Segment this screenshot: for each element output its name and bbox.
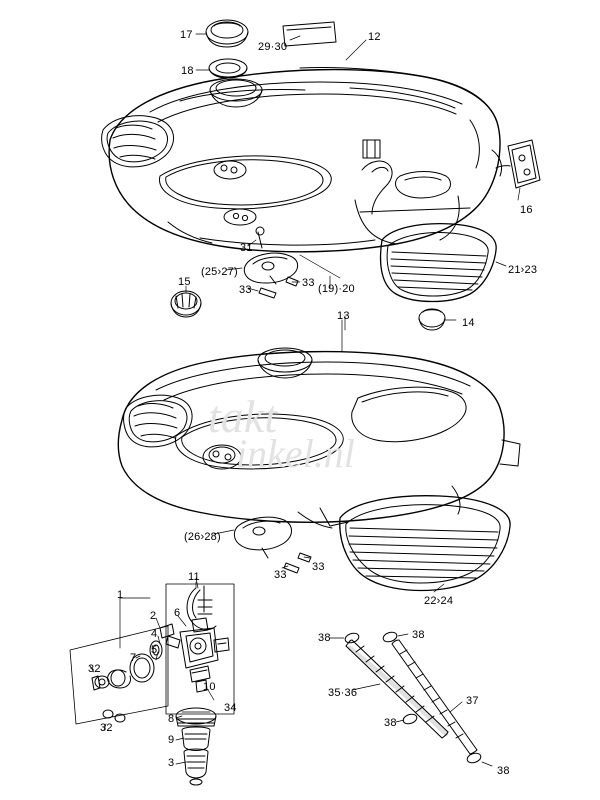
tap-plate-26-28: [234, 517, 291, 558]
callout-11: 11: [188, 571, 200, 583]
fuel-cap-17: [206, 20, 248, 47]
screws-33-lower: [284, 553, 311, 573]
callout-25-27: (25›27): [201, 266, 238, 278]
callout-32-b: 32: [100, 722, 113, 734]
callout-13: 13: [337, 310, 350, 322]
callout-19-20: (19)·20: [318, 283, 355, 295]
callout-38-d: 38: [497, 765, 510, 777]
callout-6: 6: [174, 607, 181, 619]
callout-38-c: 38: [384, 717, 397, 729]
callout-7: 7: [130, 652, 137, 664]
callout-15: 15: [178, 276, 191, 288]
callout-4: 4: [151, 628, 158, 640]
callout-17: 17: [180, 29, 193, 41]
watermark-line-2: inkel.nl: [236, 431, 355, 476]
callout-33-d: 33: [312, 561, 325, 573]
callout-26-28: (26›28): [184, 531, 221, 543]
callout-33-b: 33: [302, 277, 315, 289]
callout-34: 34: [224, 702, 237, 714]
callout-10: 10: [203, 681, 216, 693]
screws-33-upper: [259, 277, 298, 298]
callout-38-a: 38: [318, 632, 331, 644]
callout-18: 18: [181, 65, 194, 77]
callout-33-c: 33: [274, 569, 287, 581]
callout-21-23: 21›23: [508, 264, 538, 276]
tap-plate-25-27: [244, 227, 297, 284]
callout-14: 14: [462, 317, 475, 329]
callout-9: 9: [168, 734, 175, 746]
callout-35-36: 35·36: [328, 687, 358, 699]
callout-1: 1: [117, 589, 124, 601]
callout-33-a: 33: [239, 284, 252, 296]
watermark-line-1: takt: [208, 391, 277, 442]
cap-14: [419, 309, 445, 330]
knee-pad-right: [496, 140, 540, 188]
tank-emblem-29-30: [283, 22, 336, 46]
callout-16: 16: [520, 204, 533, 216]
callout-5: 5: [151, 644, 158, 656]
callout-37: 37: [466, 695, 479, 707]
cap-gasket-18: [209, 59, 247, 78]
lower-fuel-tank: [118, 348, 520, 528]
callout-3: 3: [168, 757, 175, 769]
callout-2: 2: [150, 610, 157, 622]
callout-32-a: 32: [88, 663, 101, 675]
callout-31: 31: [240, 242, 253, 254]
callout-8: 8: [168, 713, 175, 725]
callout-12: 12: [368, 31, 381, 43]
callout-22-24: 22›24: [424, 595, 454, 607]
callout-29-30: 29·30: [258, 41, 288, 53]
cap-15: [171, 291, 201, 317]
upper-seat-pad: [381, 224, 497, 302]
callout-38-b: 38: [412, 629, 425, 641]
